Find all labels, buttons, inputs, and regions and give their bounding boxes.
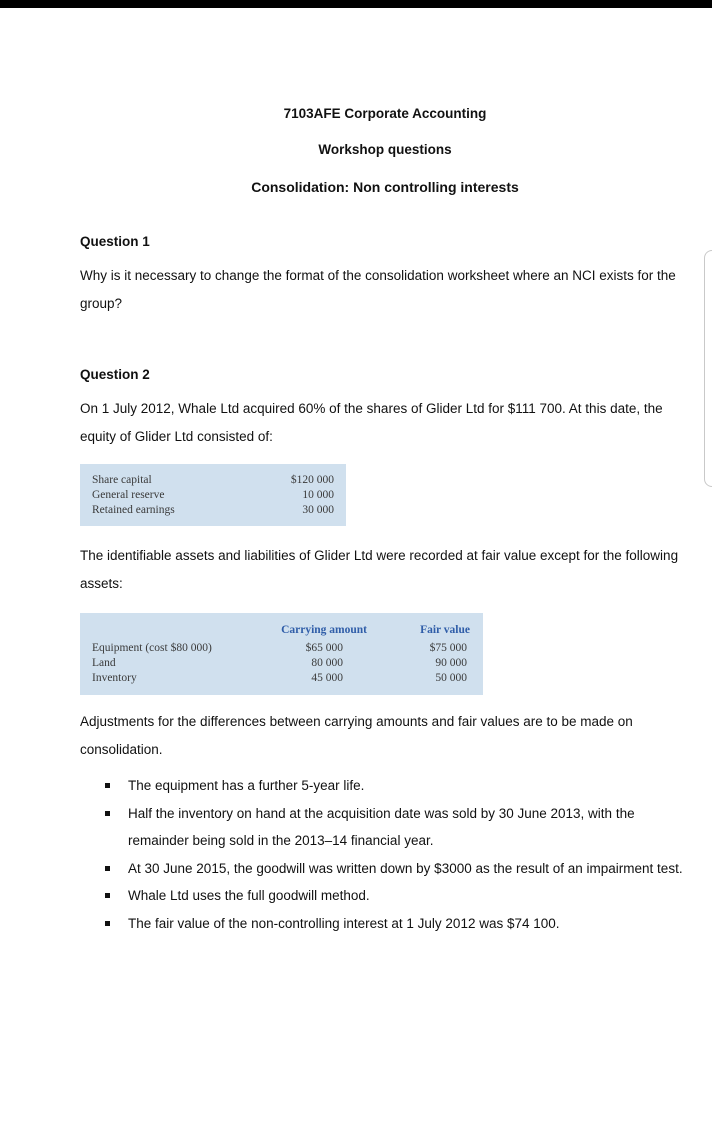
top-bar — [0, 0, 712, 8]
assets-intro: The identifiable assets and liabilities of Glider Ltd were recorded at fair value except for the following assets: — [80, 548, 679, 591]
asset-carrying-value: 45 000 — [311, 672, 343, 684]
list-item: The equipment has a further 5-year life. — [105, 772, 685, 800]
list-item: At 30 June 2015, the goodwill was written down by $3000 as the result of an impairment test. — [105, 855, 685, 883]
asset-carrying-value: $65 000 — [305, 642, 343, 654]
asset-row-label: Land — [92, 657, 116, 669]
equity-row-value: $120 000 — [290, 474, 334, 486]
carrying-amount-header: Carrying amount — [281, 624, 367, 636]
list-item: The fair value of the non-controlling interest at 1 July 2012 was $74 100. — [105, 910, 685, 938]
equity-row-label: Retained earnings — [92, 504, 175, 516]
asset-carrying-value: 80 000 — [311, 657, 343, 669]
equity-row-value: 30 000 — [302, 504, 334, 516]
list-item: Whale Ltd uses the full goodwill method. — [105, 882, 685, 910]
asset-row-label: Inventory — [92, 672, 137, 684]
list-item: Half the inventory on hand at the acquisition date was sold by 30 June 2013, with the remainder being sold in the 2013–14 financial year. — [105, 800, 685, 855]
adjustments-text: Adjustments for the differences between carrying amounts and fair values are to be made on consolidation. — [80, 714, 633, 757]
asset-fair-value: 50 000 — [435, 672, 467, 684]
asset-fair-value: $75 000 — [429, 642, 467, 654]
question-1-heading: Question 1 — [80, 234, 150, 249]
equity-row-label: Share capital — [92, 474, 152, 486]
equity-row-label: General reserve — [92, 489, 165, 501]
question-1-text: Why is it necessary to change the format of the consolidation worksheet where an NCI exists for the group? — [80, 268, 676, 311]
fair-value-header: Fair value — [420, 624, 470, 636]
course-title: 7103AFE Corporate Accounting — [283, 106, 487, 121]
document-subtitle: Workshop questions — [318, 142, 452, 157]
question-2-intro: On 1 July 2012, Whale Ltd acquired 60% of the shares of Glider Ltd for $111 700. At this date, the equity of Glider Ltd consisted of: — [80, 401, 663, 444]
side-scroll-handle[interactable] — [704, 250, 712, 487]
assets-table — [80, 613, 483, 695]
conditions-list — [105, 772, 685, 937]
topic-title: Consolidation: Non controlling interests — [251, 179, 519, 195]
asset-row-label: Equipment (cost $80 000) — [92, 642, 212, 654]
equity-row-value: 10 000 — [302, 489, 334, 501]
asset-fair-value: 90 000 — [435, 657, 467, 669]
equity-table — [80, 464, 346, 526]
question-2-heading: Question 2 — [80, 367, 150, 382]
